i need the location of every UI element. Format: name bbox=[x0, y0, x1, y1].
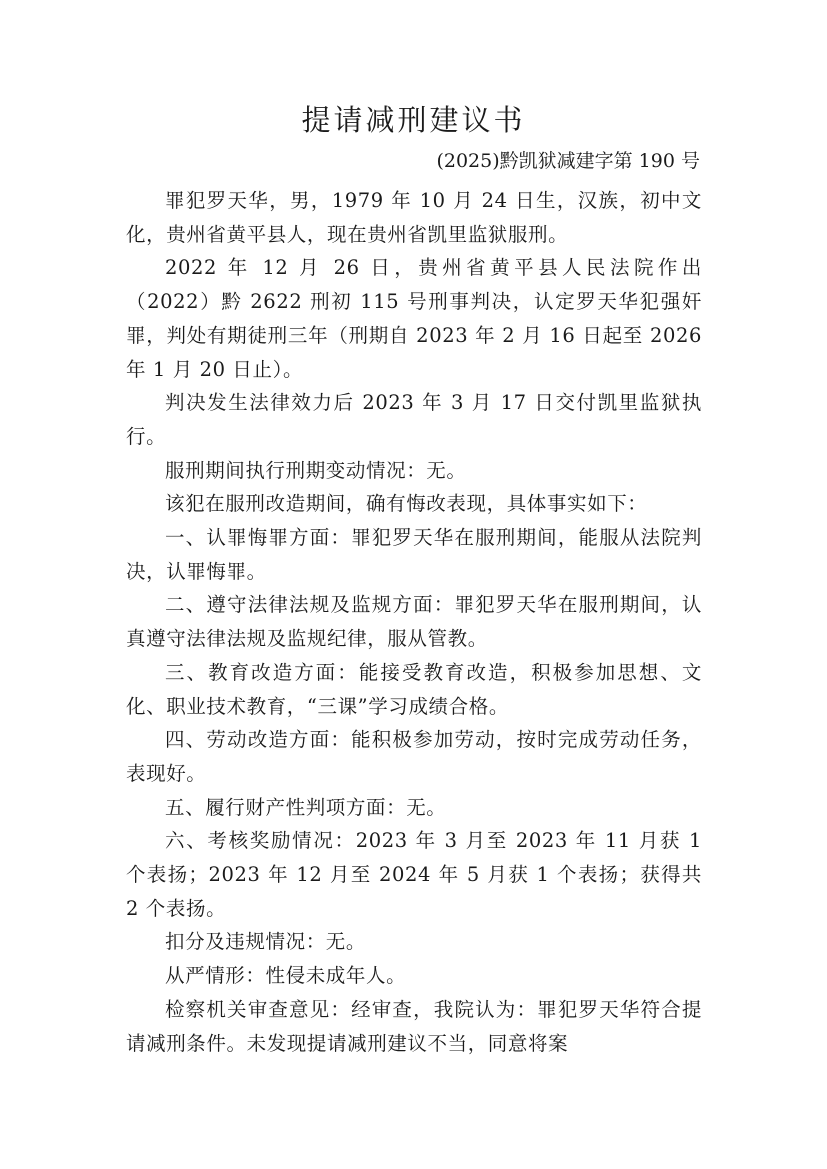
paragraph-delivery: 判决发生法律效力后 2023 年 3 月 17 日交付凯里监狱执行。 bbox=[126, 391, 702, 448]
paragraph-property-judgment: 五、履行财产性判项方面：无。 bbox=[165, 795, 447, 819]
paragraph-strict-circumstances: 从严情形：性侵未成年人。 bbox=[165, 964, 407, 988]
paragraph-education: 三、教育改造方面：能接受教育改造，积极参加思想、文化、职业技术教育，“三课”学习成绩合格。 bbox=[126, 660, 702, 718]
paragraph-procuratorate-opinion: 检察机关审查意见：经审查，我院认为：罪犯罗天华符合提请减刑条件。未发现提请减刑建议不当，同意将案 bbox=[126, 997, 702, 1055]
paragraph-rewards: 六、考核奖励情况：2023 年 3 月至 2023 年 11 月获 1 个表扬；2023 年 12 月至 2024 年 5 月获 1 个表扬；获得共 2 个表扬。 bbox=[126, 829, 702, 920]
paragraph-judgment: 2022 年 12 月 26 日，贵州省黄平县人民法院作出（2022）黔 2622 刑初 115 号刑事判决，认定罗天华犯强奸罪，判处有期徒刑三年（刑期自 2023 年 2 月 16 日起至 2026 年 1 月 20 日止）。 bbox=[126, 256, 702, 381]
paragraph-labor: 四、劳动改造方面：能积极参加劳动，按时完成劳动任务，表现好。 bbox=[126, 728, 702, 785]
document-title: 提请减刑建议书 bbox=[301, 103, 526, 137]
paragraph-law-compliance: 二、遵守法律法规及监规方面：罪犯罗天华在服刑期间，认真遵守法律法规及监规纪律，服从管教。 bbox=[126, 593, 702, 651]
paragraph-admission-of-guilt: 一、认罪悔罪方面：罪犯罗天华在服刑期间，能服从法院判决，认罪悔罪。 bbox=[126, 526, 702, 583]
paragraph-repentance-intro: 该犯在服刑改造期间，确有悔改表现，具体事实如下： bbox=[165, 492, 648, 516]
paragraph-criminal-info: 罪犯罗天华，男，1979 年 10 月 24 日生，汉族，初中文化，贵州省黄平县人，现在贵州省凯里监狱服刑。 bbox=[126, 189, 702, 246]
document-body bbox=[126, 184, 702, 1060]
paragraph-violations: 扣分及违规情况：无。 bbox=[165, 930, 367, 954]
document-number: (2025)黔凯狱减建字第 190 号 bbox=[436, 150, 700, 172]
paragraph-sentence-changes: 服刑期间执行刑期变动情况：无。 bbox=[165, 458, 467, 482]
